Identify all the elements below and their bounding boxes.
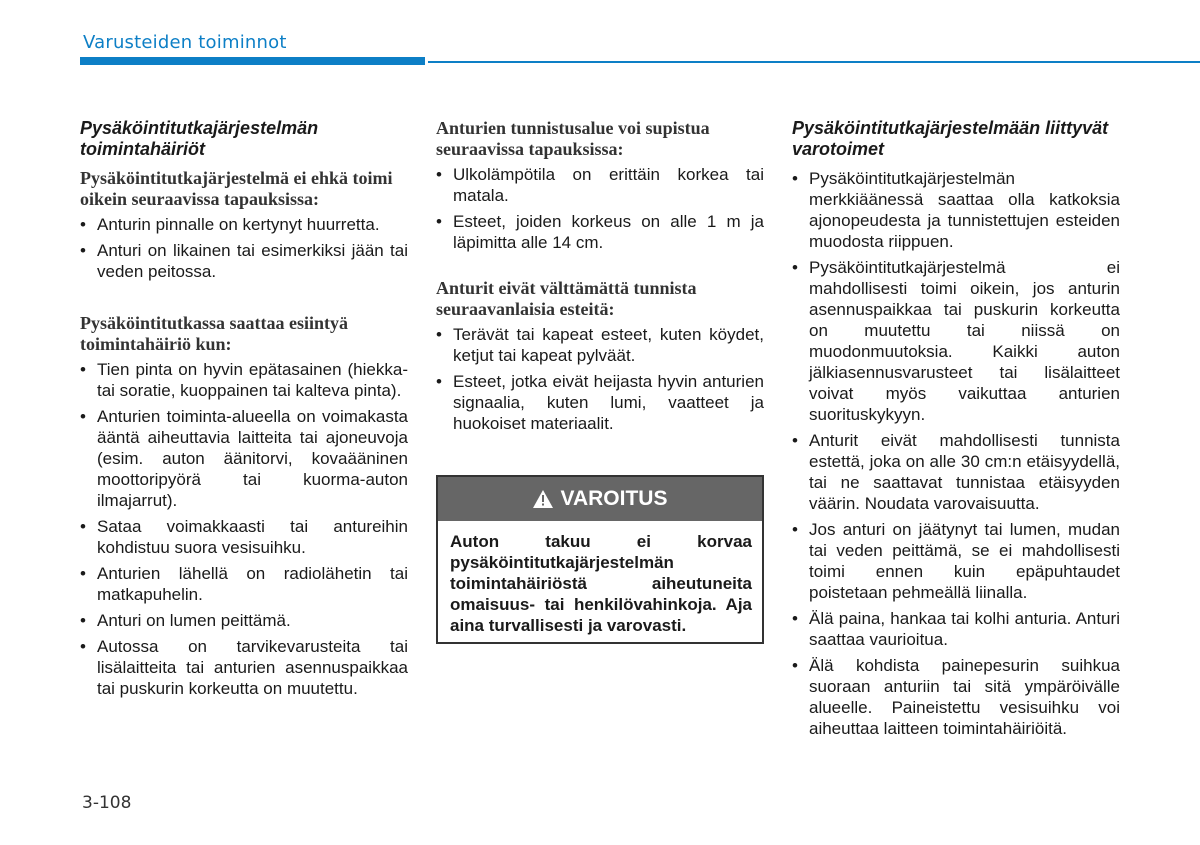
warning-box — [436, 475, 764, 644]
list-item-text: Esteet, joiden korkeus on alle 1 m ja läpimitta alle 14 cm. — [453, 212, 764, 252]
header-rule-thin — [428, 61, 1200, 63]
bullet-icon: • — [80, 517, 86, 536]
section-title: Varusteiden toiminnot — [83, 32, 287, 53]
list-item — [792, 430, 1120, 514]
list-item-text: Anturit eivät mahdollisesti tunnista estettä, joka on alle 30 cm:n etäisyydellä, tai ne saattavat tunnistaa etäisyyden väärin. Noudata varovaisuutta. — [809, 431, 1120, 513]
list-item — [792, 257, 1120, 425]
list-item-text: Anturi on lumen peittämä. — [97, 611, 291, 630]
list-item — [792, 608, 1120, 650]
page-number: 3-108 — [82, 793, 132, 813]
list-item — [436, 164, 764, 206]
list-item-text: Anturin pinnalle on kertynyt huurretta. — [97, 215, 380, 234]
list-item — [80, 610, 408, 631]
list-item — [80, 516, 408, 558]
bullet-icon: • — [792, 431, 798, 450]
undetected-obstacles-list — [436, 324, 764, 434]
list-item-text: Anturi on likainen tai esimerkiksi jään tai veden peitossa. — [97, 241, 408, 281]
list-item — [792, 655, 1120, 739]
malfunction-subheading-1: Pysäköintitutkajärjestelmä ei ehkä toimi oikein seuraavissa tapauksissa: — [80, 168, 393, 209]
undetected-obstacles-subheading: Anturit eivät välttämättä tunnista seuraavanlaisia esteitä: — [436, 278, 697, 319]
list-item-text: Älä paina, hankaa tai kolhi anturia. Anturi saattaa vaurioitua. — [809, 609, 1120, 649]
list-item-text: Tien pinta on hyvin epätasainen (hiekka- tai soratie, kuoppainen tai kalteva pinta). — [97, 360, 408, 400]
malfunction-subheading-2: Pysäköintitutkassa saattaa esiintyä toimintahäiriö kun: — [80, 313, 349, 354]
precautions-list — [792, 168, 1120, 739]
detection-area-subheading: Anturien tunnistusalue voi supistua seuraavissa tapauksissa: — [436, 118, 710, 159]
list-item-text: Esteet, jotka eivät heijasta hyvin anturien signaalia, kuten lumi, vaatteet ja huokoiset materiaalit. — [453, 372, 764, 433]
warning-header — [438, 477, 762, 521]
bullet-icon: • — [436, 325, 442, 344]
list-item — [792, 168, 1120, 252]
list-item — [436, 324, 764, 366]
malfunction-list-2 — [80, 359, 408, 699]
precautions-heading: Pysäköintitutkajärjestelmään liittyvät varotoimet — [792, 118, 1109, 159]
detection-area-list — [436, 164, 764, 253]
list-item-text: Autossa on tarvikevarusteita tai lisälaitteita tai anturien asennuspaikkaa tai puskurin korkeutta on muutettu. — [97, 637, 408, 698]
list-item — [80, 359, 408, 401]
bullet-icon: • — [792, 609, 798, 628]
bullet-icon: • — [80, 637, 86, 656]
list-item-text: Jos anturi on jäätynyt tai lumen, mudan tai veden peittämä, se ei mahdollisesti toimi ennen kuin epäpuhtaudet poistetaan pehmeällä liinalla. — [809, 520, 1120, 602]
list-item-text: Anturien lähellä on radiolähetin tai matkapuhelin. — [97, 564, 408, 604]
list-item-text: Terävät tai kapeat esteet, kuten köydet, ketjut tai kapeat pylväät. — [453, 325, 764, 365]
bullet-icon: • — [792, 520, 798, 539]
list-item-text: Ulkolämpötila on erittäin korkea tai matala. — [453, 165, 764, 205]
column-right — [792, 118, 1120, 744]
list-item — [80, 214, 408, 235]
list-item — [80, 636, 408, 699]
list-item — [80, 563, 408, 605]
list-item — [436, 371, 764, 434]
malfunction-heading: Pysäköintitutkajärjestelmän toimintahäiriöt — [80, 118, 319, 159]
bullet-icon: • — [792, 169, 798, 188]
bullet-icon: • — [80, 564, 86, 583]
list-item — [80, 406, 408, 511]
column-left — [80, 118, 408, 704]
column-middle — [436, 118, 764, 439]
warning-label: VAROITUS — [560, 487, 668, 510]
bullet-icon: • — [436, 212, 442, 231]
list-item-text: Anturien toiminta-alueella on voimakasta ääntä aiheuttavia laitteita tai ajoneuvoja (esim. auton äänitorvi, kovaääninen moottoripyörä tai kuorma-auton ilmajarrut). — [97, 407, 408, 510]
bullet-icon: • — [792, 258, 798, 277]
list-item-text: Älä kohdista painepesurin suihkua suoraan anturiin tai sitä ympäröivälle alueelle. Paineistettu vesisuihku voi aiheuttaa laitteen toimintahäiriöitä. — [809, 656, 1120, 738]
list-item — [80, 240, 408, 282]
list-item-text: Sataa voimakkaasti tai antureihin kohdistuu suora vesisuihku. — [97, 517, 408, 557]
list-item — [436, 211, 764, 253]
malfunction-list-1 — [80, 214, 408, 282]
bullet-icon: • — [80, 215, 86, 234]
list-item-text: Pysäköintitutkajärjestelmän merkkiäänessä saattaa olla katkoksia ajonopeudesta ja tunnistettujen esteiden muodosta riippuen. — [809, 169, 1120, 251]
bullet-icon: • — [436, 372, 442, 391]
bullet-icon: • — [436, 165, 442, 184]
list-item-text: Pysäköintitutkajärjestelmä ei mahdollisesti toimi oikein, jos anturin asennuspaikkaa tai puskurin korkeutta on muutettu tai niissä on muodonmuutoksia. Kaikki auton jälkiasennusvarusteet tai lisälaitteet voivat myös vaikuttaa anturien suorituskykyyn. — [809, 258, 1120, 424]
bullet-icon: • — [80, 611, 86, 630]
list-item — [792, 519, 1120, 603]
header-rule-thick — [80, 57, 425, 65]
warning-text: Auton takuu ei korvaa pysäköintitutkajärjestelmän toimintahäiriöstä aiheutuneita omaisuus- tai henkilövahinkoja. Aja aina turvallisesti ja varovasti. — [450, 532, 752, 635]
bullet-icon: • — [80, 360, 86, 379]
bullet-icon: • — [80, 407, 86, 426]
bullet-icon: • — [792, 656, 798, 675]
bullet-icon: • — [80, 241, 86, 260]
warning-triangle-icon — [533, 490, 553, 508]
